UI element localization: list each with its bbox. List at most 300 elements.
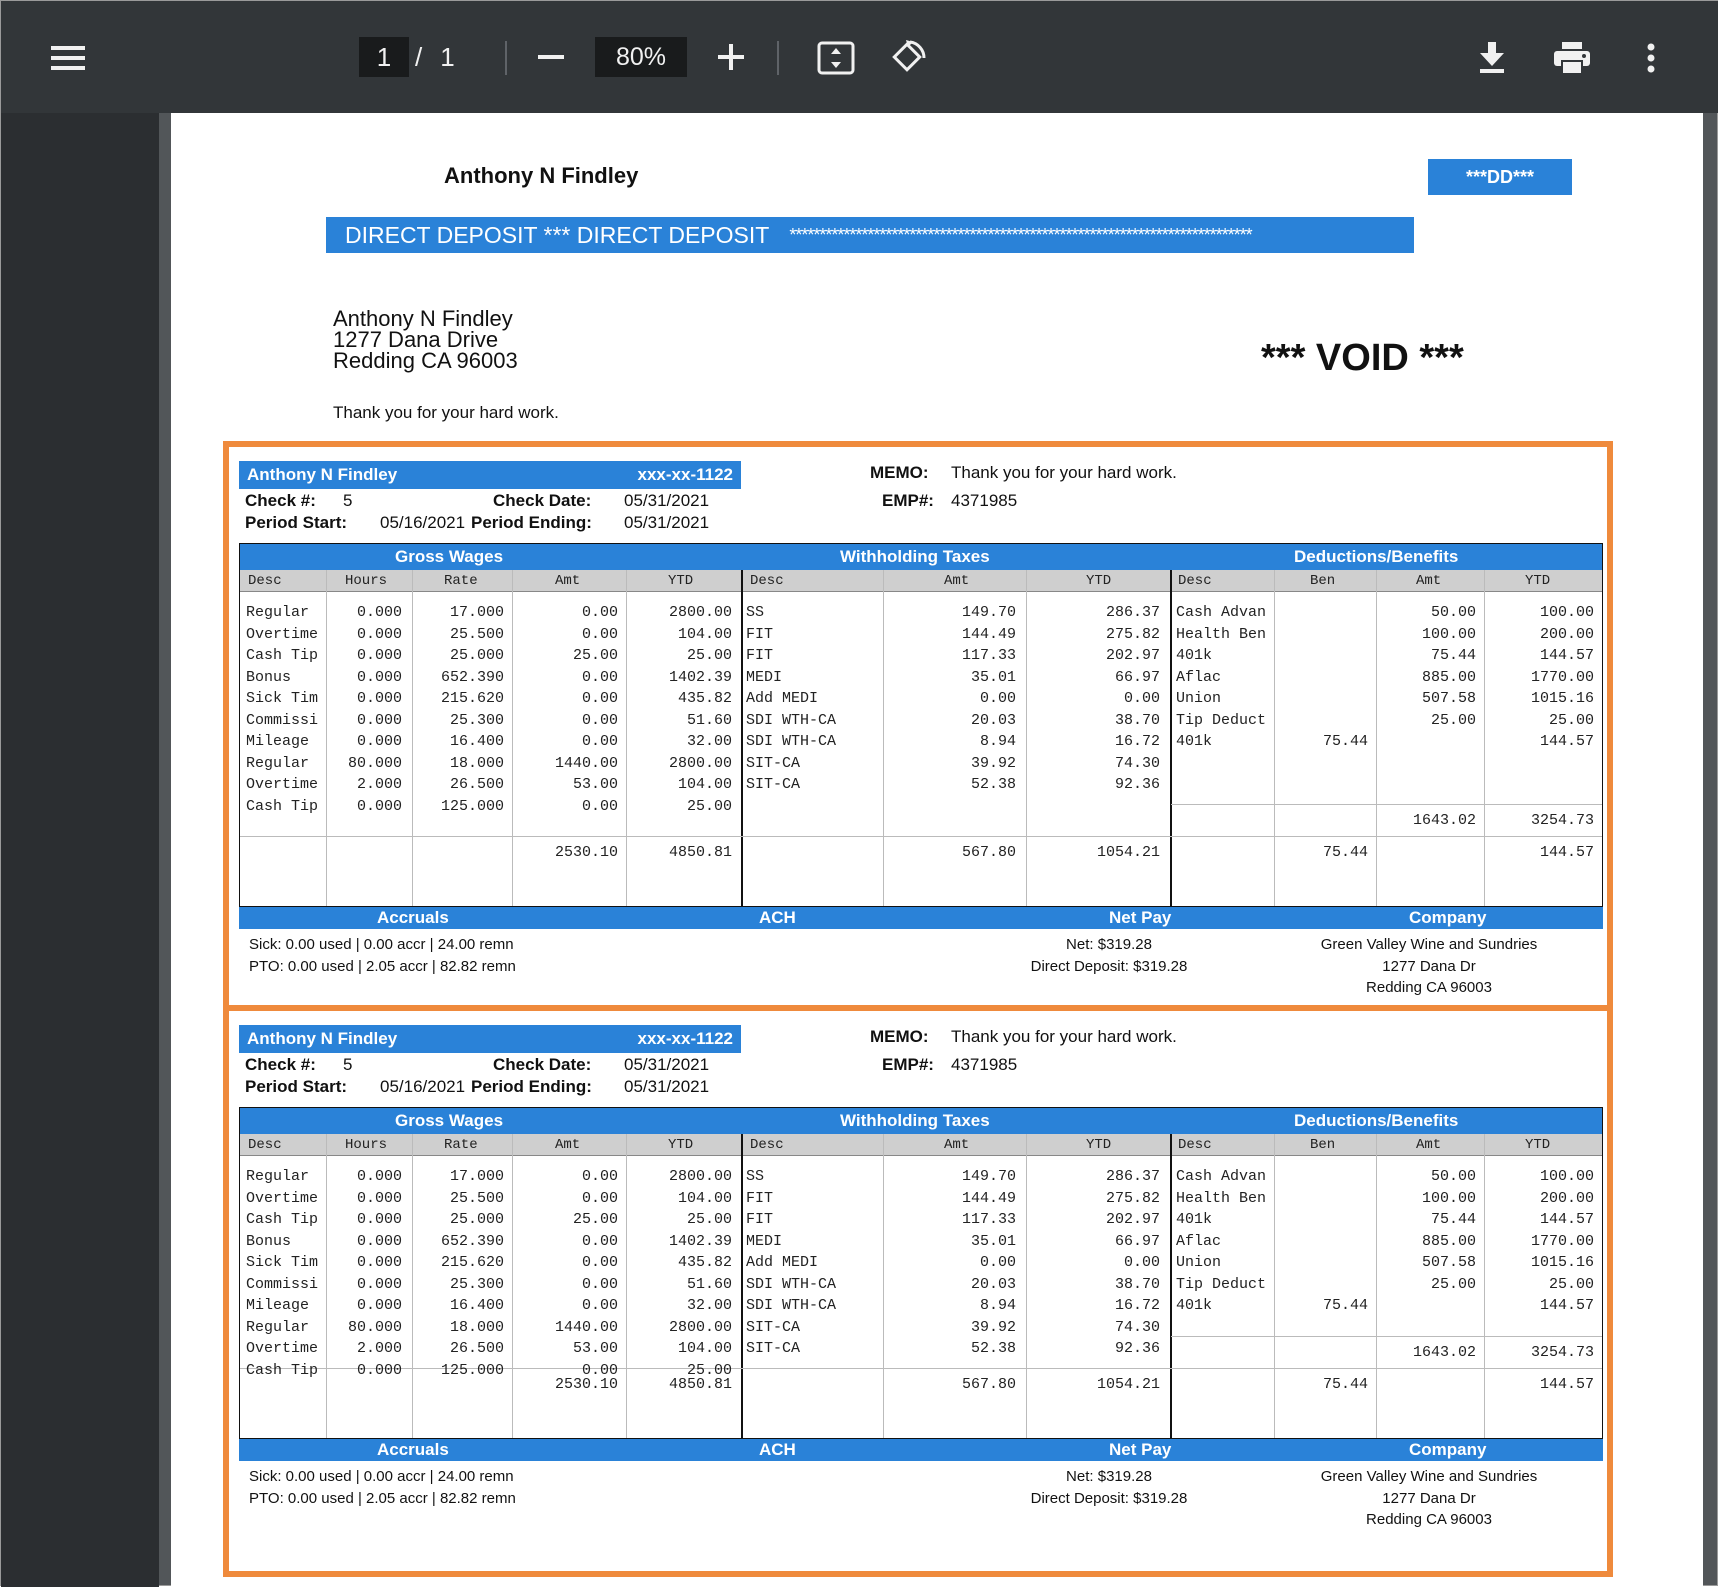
company-name: Green Valley Wine and Sundries (1320, 1468, 1538, 1485)
gross-hours-column (332, 602, 402, 817)
cell: 0.000 (356, 647, 402, 664)
check-number: 5 (343, 491, 353, 510)
period-ending: 05/31/2021 (624, 513, 710, 532)
section-header-bar (240, 1108, 1602, 1134)
deductions-ytd-column (1488, 1166, 1594, 1317)
zoom-in-button[interactable] (711, 33, 751, 81)
toolbar-divider (777, 41, 779, 75)
cell: 104.00 (677, 625, 732, 643)
cell: 25.300 (449, 1275, 504, 1293)
cell: 435.82 (677, 1254, 732, 1271)
cell: Bonus (246, 668, 292, 686)
cell: FIT (746, 625, 774, 643)
cell: Regular (246, 754, 310, 772)
col-header: Rate (444, 1137, 478, 1153)
column-divider (1026, 1134, 1027, 1438)
cell: Commissi (246, 711, 319, 729)
cell: 75.44 (1322, 733, 1368, 750)
withholding-amt-column (886, 1166, 1016, 1360)
cell: 144.57 (1539, 733, 1594, 750)
cell: 0.000 (356, 733, 402, 750)
col-header: YTD (1086, 573, 1112, 589)
gross-wages-header: Gross Wages (395, 547, 504, 566)
net-pay-header: Net Pay (1109, 908, 1172, 927)
direct-deposit-text: DIRECT DEPOSIT *** DIRECT DEPOSIT (345, 221, 770, 248)
cell (1278, 1274, 1368, 1296)
cell: 25.00 (686, 797, 732, 815)
cell: 104.00 (677, 1189, 732, 1207)
cell: 507.58 (1421, 1254, 1476, 1271)
cell: 25.00 (686, 647, 732, 664)
net-amount: Net: $319.28 (1066, 936, 1152, 953)
sick-accrual: Sick: 0.00 used | 0.00 accr | 24.00 remn (249, 936, 514, 953)
cell: SS (746, 604, 765, 621)
cell (1278, 667, 1368, 689)
cell: 92.36 (1114, 1340, 1160, 1357)
cell: Union (1176, 1254, 1222, 1271)
cell: 16.72 (1114, 1297, 1160, 1314)
cell: 17.000 (449, 604, 504, 621)
withholding-desc-column (746, 602, 836, 796)
cell: 1440.00 (554, 1318, 618, 1336)
minus-icon (538, 55, 564, 59)
fit-to-page-button[interactable] (813, 35, 859, 81)
deductions-ben-column (1278, 1166, 1368, 1317)
check-number-label: Check #: (245, 491, 316, 510)
cell: Cash Advan (1176, 604, 1267, 621)
gross-total-ytd: 4850.81 (668, 844, 732, 861)
cell: Overtime (246, 1340, 319, 1357)
cell: 144.57 (1539, 647, 1594, 664)
cell: Overtime (246, 625, 319, 643)
direct-deposit-stars: ***************************************************************************** (789, 224, 1252, 245)
withholding-header: Withholding Taxes (840, 1111, 990, 1130)
col-header: YTD (668, 1137, 694, 1153)
cell: 26.500 (449, 776, 504, 793)
cell: 144.49 (961, 625, 1016, 643)
cell: 0.00 (979, 1254, 1016, 1271)
cell: 202.97 (1105, 1211, 1160, 1228)
memo-label: MEMO: (870, 463, 929, 482)
column-divider (741, 570, 743, 906)
column-divider (883, 1134, 884, 1438)
col-header: Desc (1178, 573, 1212, 589)
gross-ytd-column (630, 602, 732, 817)
emp-number: 4371985 (951, 491, 1018, 510)
withholding-desc-column (746, 1166, 836, 1360)
employee-bar (239, 461, 741, 489)
pay-stub (223, 441, 1613, 1015)
cell: 0.00 (581, 625, 618, 643)
page-total: 1 (440, 41, 455, 72)
earnings-grid (239, 1107, 1603, 1439)
zoom-level-input[interactable]: 80% (595, 37, 687, 77)
totals-divider (240, 836, 1602, 837)
rotate-button[interactable] (883, 33, 933, 83)
gross-amt-column (516, 602, 618, 817)
column-divider (512, 1134, 513, 1438)
column-divider (512, 570, 513, 906)
cell: SDI WTH-CA (746, 711, 837, 729)
cell: Regular (246, 604, 310, 621)
cell: 39.92 (970, 754, 1016, 772)
cell: 75.44 (1430, 647, 1476, 664)
cell: 401k (1176, 647, 1213, 664)
col-header: Rate (444, 573, 478, 589)
cell (1278, 1188, 1368, 1210)
cell (1278, 1231, 1368, 1253)
company-text (1279, 934, 1579, 999)
col-header: Desc (1178, 1137, 1212, 1153)
column-divider (1484, 1134, 1485, 1438)
column-divider (1484, 570, 1485, 906)
company-address-line: 1277 Dana Dr (1382, 957, 1476, 975)
cell: Overtime (246, 776, 319, 793)
cell: 0.000 (356, 1189, 402, 1207)
cell: 8.94 (979, 733, 1016, 750)
cell (1278, 602, 1368, 624)
cell: Cash Tip (246, 1361, 319, 1379)
cell: Mileage (246, 1297, 310, 1314)
cell: SIT-CA (746, 1318, 801, 1336)
cell: 0.000 (356, 1232, 402, 1250)
cell: SIT-CA (746, 754, 801, 772)
check-date-label: Check Date: (493, 1055, 592, 1074)
cell: 53.00 (572, 776, 618, 793)
page-number-input[interactable]: 1 (359, 37, 409, 77)
cell: 52.38 (970, 776, 1016, 793)
zoom-out-button[interactable] (531, 33, 571, 81)
cell: Health Ben (1176, 625, 1267, 643)
cell (1380, 1295, 1476, 1317)
employee-name: Anthony N Findley (247, 1029, 398, 1048)
emp-label: EMP#: (882, 491, 934, 510)
cell: Cash Tip (246, 647, 319, 664)
company-address-line: Redding CA 96003 (1366, 979, 1492, 996)
gross-total-amt: 2530.10 (554, 1376, 618, 1393)
cell: 25.00 (1548, 711, 1594, 729)
deductions-desc-column (1176, 602, 1266, 753)
col-header: Amt (944, 1137, 970, 1153)
net-pay-text (989, 1466, 1229, 1509)
cell (1278, 624, 1368, 646)
cell (1278, 710, 1368, 732)
cell: 74.30 (1114, 1318, 1160, 1336)
download-button[interactable] (1469, 35, 1515, 81)
cell: 0.00 (581, 1254, 618, 1271)
gross-desc-column (246, 1166, 318, 1381)
cell: 885.00 (1421, 668, 1476, 686)
cell: 18.000 (449, 1318, 504, 1336)
cell: 144.57 (1539, 1297, 1594, 1314)
cell: 51.60 (686, 1275, 732, 1293)
cell: 35.01 (970, 668, 1016, 686)
gross-total-ytd: 4850.81 (668, 1376, 732, 1393)
cell: 50.00 (1430, 604, 1476, 621)
direct-deposit-banner (326, 217, 1414, 253)
accruals-text (249, 1466, 516, 1509)
cell: 1440.00 (554, 754, 618, 772)
cell: 507.58 (1421, 690, 1476, 707)
cell: FIT (746, 1189, 774, 1207)
col-header: YTD (668, 573, 694, 589)
deductions-desc-column (1176, 1166, 1266, 1317)
cell: 0.00 (1123, 1254, 1160, 1271)
col-header: Desc (248, 1137, 282, 1153)
cell (1278, 1209, 1368, 1231)
deductions-amt-column (1380, 602, 1476, 753)
cell: 25.00 (572, 647, 618, 664)
column-divider (1170, 570, 1172, 906)
company-header: Company (1409, 908, 1487, 927)
cell: 0.000 (356, 1211, 402, 1228)
cell (1278, 688, 1368, 710)
col-header: Hours (345, 1137, 388, 1153)
col-header: YTD (1525, 573, 1551, 589)
cell: 25.00 (572, 1211, 618, 1228)
pdf-page (171, 113, 1703, 1587)
cell: 144.49 (961, 1189, 1016, 1207)
cell: 39.92 (970, 1318, 1016, 1336)
deductions-subtotal-ytd: 3254.73 (1530, 1344, 1594, 1361)
net-pay-text (989, 934, 1229, 977)
ach-header: ACH (759, 1440, 796, 1459)
cell: 35.01 (970, 1232, 1016, 1250)
cell: 0.00 (581, 668, 618, 686)
memo-text: Thank you for your hard work. (951, 463, 1177, 482)
cell: 0.000 (356, 1297, 402, 1314)
cell (1380, 731, 1476, 753)
withholding-amt-column (886, 602, 1016, 796)
deductions-header: Deductions/Benefits (1294, 1111, 1459, 1130)
column-divider (412, 570, 413, 906)
cell: 215.620 (440, 690, 504, 707)
cell: Regular (246, 1318, 310, 1336)
cell: 200.00 (1539, 1189, 1594, 1207)
cell: 32.00 (686, 1297, 732, 1314)
footer-header-bar (239, 907, 1603, 929)
period-start-label: Period Start: (245, 1077, 348, 1096)
cell: 25.000 (449, 647, 504, 664)
cell (1278, 645, 1368, 667)
cell: 92.36 (1114, 776, 1160, 793)
column-divider (1274, 1134, 1275, 1438)
mailing-address (333, 308, 518, 371)
cell: 25.300 (449, 711, 504, 729)
cell: 100.00 (1539, 1168, 1594, 1185)
download-icon (1478, 42, 1506, 74)
cell: 80.000 (347, 754, 402, 772)
cell: 435.82 (677, 690, 732, 707)
cell: 1770.00 (1530, 1232, 1594, 1250)
cell: SDI WTH-CA (746, 1297, 837, 1314)
column-divider (1026, 570, 1027, 906)
thumbnail-sidebar (1, 113, 159, 1587)
pto-accrual: PTO: 0.00 used | 2.05 accr | 82.82 remn (249, 957, 516, 975)
cell: Tip Deduct (1176, 1275, 1267, 1293)
cell: FIT (746, 1211, 774, 1228)
cell: 20.03 (970, 1275, 1016, 1293)
employee-ssn: xxx-xx-1122 (637, 1029, 733, 1048)
employee-name: Anthony N Findley (247, 465, 398, 484)
cell: Union (1176, 690, 1222, 707)
cell: 25.500 (449, 625, 504, 643)
direct-deposit-amount: Direct Deposit: $319.28 (1030, 1489, 1188, 1507)
cell: 286.37 (1105, 604, 1160, 621)
company-address-line: 1277 Dana Dr (1382, 1489, 1476, 1507)
company-address-line: Redding CA 96003 (1366, 1511, 1492, 1528)
cell: Sick Tim (246, 690, 319, 707)
cell: 26.500 (449, 1340, 504, 1357)
cell: 80.000 (347, 1318, 402, 1336)
cell: 0.00 (979, 690, 1016, 707)
cell: Health Ben (1176, 1189, 1267, 1207)
cell: 652.390 (440, 668, 504, 686)
deductions-total-ben: 75.44 (1322, 1376, 1368, 1393)
cell: 0.000 (356, 668, 402, 686)
page-separator: / (415, 41, 423, 72)
cell: Commissi (246, 1275, 319, 1293)
col-header: Ben (1310, 573, 1336, 589)
gross-amt-column (516, 1166, 618, 1381)
column-divider (741, 1134, 743, 1438)
cell: 1015.16 (1530, 690, 1594, 707)
cell: 17.000 (449, 1168, 504, 1185)
fit-page-icon (817, 41, 855, 75)
cell: 125.000 (440, 797, 504, 815)
deductions-ben-column (1278, 602, 1368, 753)
pay-stub (223, 1005, 1613, 1577)
check-date: 05/31/2021 (624, 491, 710, 510)
cell: 38.70 (1114, 1275, 1160, 1293)
period-ending: 05/31/2021 (624, 1077, 710, 1096)
gross-total-amt: 2530.10 (554, 844, 618, 861)
cell: 74.30 (1114, 754, 1160, 772)
cell: 100.00 (1421, 625, 1476, 643)
cell: 117.33 (961, 1211, 1016, 1228)
cell: 0.00 (581, 1275, 618, 1293)
period-start: 05/16/2021 (380, 513, 466, 532)
withholding-total-amt: 567.80 (961, 1376, 1016, 1393)
cell: 215.620 (440, 1254, 504, 1271)
col-header: Amt (555, 573, 581, 589)
cell: 25.00 (686, 1211, 732, 1228)
withholding-total-amt: 567.80 (961, 844, 1016, 861)
cell: 401k (1176, 1211, 1213, 1228)
cell: 1402.39 (668, 668, 732, 686)
column-divider (1376, 570, 1377, 906)
cell: 100.00 (1421, 1189, 1476, 1207)
cell: 25.000 (449, 1211, 504, 1228)
cell: 25.00 (1430, 711, 1476, 729)
ach-header: ACH (759, 908, 796, 927)
cell: Sick Tim (246, 1254, 319, 1271)
gross-desc-column (246, 602, 318, 817)
cell: 104.00 (677, 1340, 732, 1357)
direct-deposit-amount: Direct Deposit: $319.28 (1030, 957, 1188, 975)
menu-button[interactable] (45, 35, 91, 81)
column-divider (326, 1134, 327, 1438)
cell: 149.70 (961, 604, 1016, 621)
cell: 18.000 (449, 754, 504, 772)
cell: SDI WTH-CA (746, 1275, 837, 1293)
cell: 25.00 (1548, 1275, 1594, 1293)
accruals-text (249, 934, 516, 977)
cell: 275.82 (1105, 1189, 1160, 1207)
cell: 0.000 (356, 625, 402, 643)
cell: 2800.00 (668, 604, 732, 621)
cell: 50.00 (1430, 1168, 1476, 1185)
net-pay-header: Net Pay (1109, 1440, 1172, 1459)
cell: MEDI (746, 1232, 783, 1250)
accruals-header: Accruals (377, 908, 449, 927)
accruals-header: Accruals (377, 1440, 449, 1459)
cell: 104.00 (677, 776, 732, 793)
cell: 66.97 (1114, 1232, 1160, 1250)
col-header: Amt (555, 1137, 581, 1153)
col-header: Hours (345, 573, 388, 589)
column-header-row (240, 570, 1602, 592)
cell: 0.00 (581, 690, 618, 707)
col-header: Desc (750, 573, 784, 589)
cell: FIT (746, 647, 774, 664)
cell: 75.44 (1322, 1297, 1368, 1314)
cell: 2.000 (356, 1340, 402, 1357)
memo-label: MEMO: (870, 1027, 929, 1046)
check-date: 05/31/2021 (624, 1055, 710, 1074)
cell: 0.000 (356, 690, 402, 707)
hamburger-icon (51, 45, 85, 71)
cell: 0.000 (356, 1361, 402, 1379)
cell: 0.000 (356, 1254, 402, 1271)
cell: 0.00 (581, 733, 618, 750)
more-vert-icon (1647, 43, 1655, 73)
emp-number: 4371985 (951, 1055, 1018, 1074)
cell: 275.82 (1105, 625, 1160, 643)
sick-accrual: Sick: 0.00 used | 0.00 accr | 24.00 remn (249, 1468, 514, 1485)
cell: 125.000 (440, 1361, 504, 1379)
gross-ytd-column (630, 1166, 732, 1381)
print-button[interactable] (1547, 35, 1597, 81)
cell: 144.57 (1539, 1211, 1594, 1228)
col-header: YTD (1086, 1137, 1112, 1153)
company-header: Company (1409, 1440, 1487, 1459)
more-options-button[interactable] (1631, 35, 1671, 81)
cell: 2800.00 (668, 754, 732, 772)
cell: SIT-CA (746, 776, 801, 793)
cell: 117.33 (961, 647, 1016, 664)
cell: 1402.39 (668, 1232, 732, 1250)
column-header-row (240, 1134, 1602, 1156)
deductions-amt-column (1380, 1166, 1476, 1317)
payee-name: Anthony N Findley (444, 163, 639, 188)
col-header: Amt (1416, 573, 1442, 589)
cell: 2.000 (356, 776, 402, 793)
cell: SS (746, 1168, 765, 1185)
withholding-ytd-column (1030, 602, 1160, 796)
cell: 0.00 (581, 1189, 618, 1207)
column-divider (626, 570, 627, 906)
cell: 286.37 (1105, 1168, 1160, 1185)
address-line: Redding CA 96003 (333, 348, 518, 373)
column-divider (1170, 1134, 1172, 1438)
dd-badge: ***DD*** (1428, 159, 1572, 195)
plus-icon (718, 44, 744, 70)
address-line: Anthony N Findley (333, 306, 513, 331)
cell: 51.60 (686, 711, 732, 729)
earnings-grid (239, 543, 1603, 907)
cell: Aflac (1176, 668, 1222, 686)
